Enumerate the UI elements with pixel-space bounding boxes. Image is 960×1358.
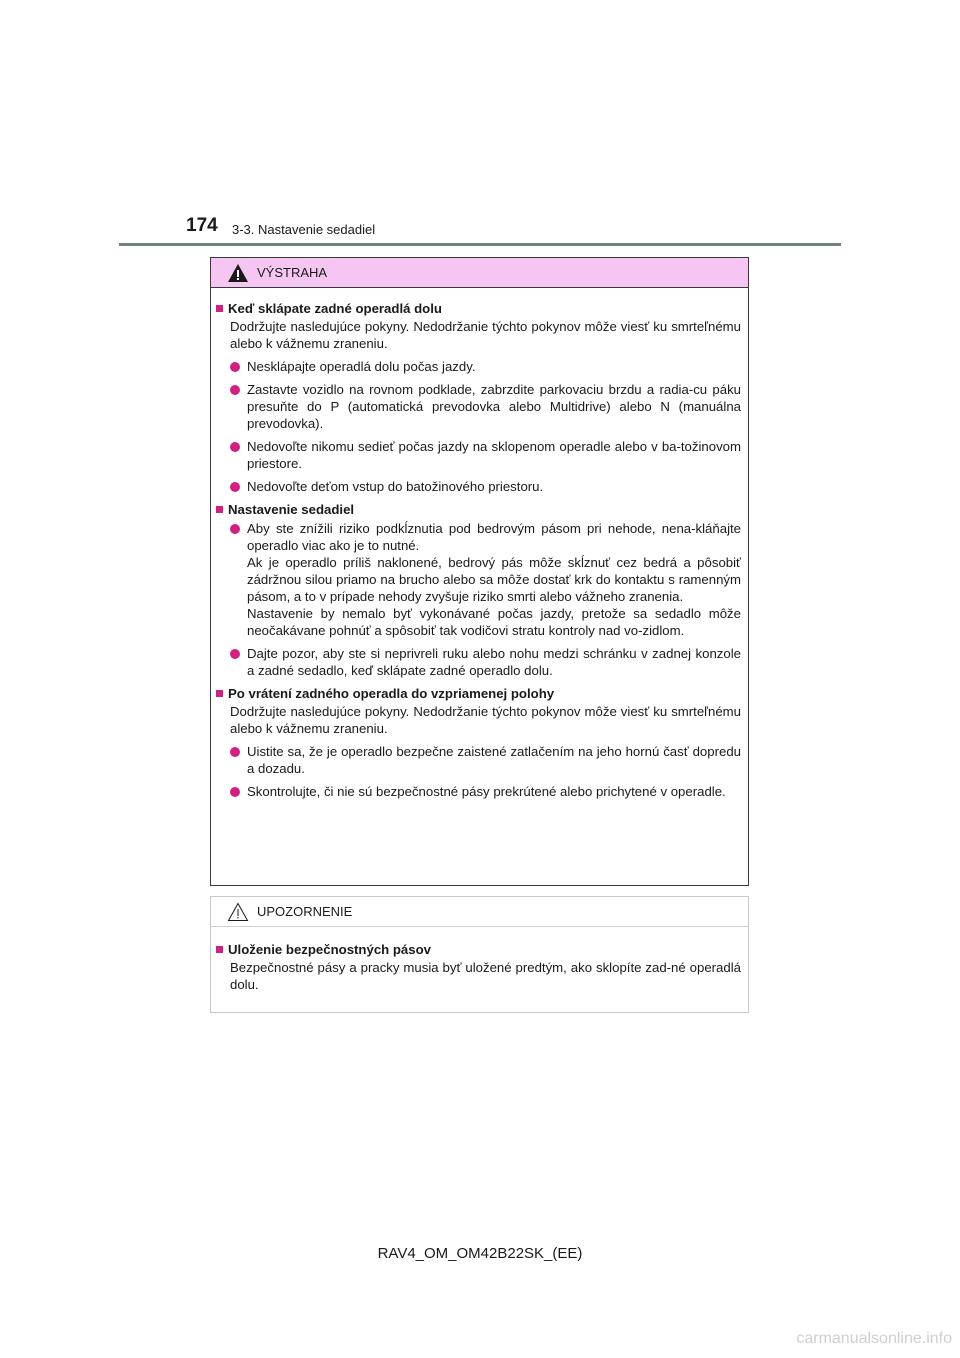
caution-box-header <box>211 897 748 927</box>
bullet-item: Zastavte vozidlo na rovnom podklade, zabrzdite parkovaciu brzdu a radia-cu páku presuňte do P (automatická prevodovka alebo Multidrive) alebo N (manuálna prevodovka). <box>216 381 741 432</box>
warning-box-body <box>211 288 748 800</box>
bullet-dot <box>230 482 240 492</box>
page-number: 174 <box>186 215 218 236</box>
watermark: carmanualsonline.info <box>796 1330 952 1347</box>
section-square-marker <box>216 506 223 513</box>
bullet-item: Dajte pozor, aby ste si neprivreli ruku alebo nohu medzi schránku v zadnej konzole a zadné sedadlo, keď sklápate zadné operadlo dolu. <box>216 645 741 679</box>
header-divider <box>119 243 841 246</box>
warning-box-title: VÝSTRAHA <box>257 265 328 280</box>
bullet-item: Nedovoľte nikomu sedieť počas jazdy na sklopenom operadle alebo v ba-tožinovom priestore. <box>216 438 741 472</box>
bullet-dot <box>230 787 240 797</box>
warning-box <box>210 257 749 886</box>
caution-paragraph: Bezpečnostné pásy a pracky musia byť uložené predtým, ako sklopíte zad-né operadlá dolu. <box>230 960 741 992</box>
bullet-item: Skontrolujte, či nie sú bezpečnostné pásy prekrútené alebo prichytené v operadle. <box>216 783 741 800</box>
bullet-dot <box>230 385 240 395</box>
warning-section-title: Nastavenie sedadiel <box>216 501 741 518</box>
section-square-marker <box>216 305 223 312</box>
warning-section-paragraph: Dodržujte nasledujúce pokyny. Nedodržanie týchto pokynov môže viesť ku smrteľnému alebo k vážnemu zraneniu. <box>230 319 741 351</box>
section-square-marker <box>216 946 223 953</box>
bullet-dot <box>230 442 240 452</box>
caution-triangle-icon <box>227 902 249 922</box>
bullet-dot <box>230 747 240 757</box>
bullet-item: Uistite sa, že je operadlo bezpečne zaistené zatlačením na jeho hornú časť dopredu a dozadu. <box>216 743 741 777</box>
caution-box-body <box>211 927 748 993</box>
warning-triangle-icon <box>227 263 249 283</box>
caution-box-title: UPOZORNENIE <box>257 904 353 919</box>
section-title: 3-3. Nastavenie sedadiel <box>232 222 376 237</box>
caution-section-title: Uloženie bezpečnostných pásov <box>216 941 741 958</box>
caution-box <box>210 896 749 1013</box>
warning-section-title: Po vrátení zadného operadla do vzpriamenej polohy <box>216 685 741 702</box>
warning-box-header <box>211 258 748 288</box>
bullet-dot <box>230 649 240 659</box>
bullet-item: Nedovoľte deťom vstup do batožinového priestoru. <box>216 478 741 495</box>
bullet-dot <box>230 524 240 534</box>
bullet-item: Nesklápajte operadlá dolu počas jazdy. <box>216 358 741 375</box>
document-code: RAV4_OM_OM42B22SK_(EE) <box>377 1245 583 1262</box>
bullet-item: Aby ste znížili riziko podkĺznutia pod bedrovým pásom pri nehode, nena-kláňajte operadlo viac ako je to nutné. Ak je operadlo príliš naklonené, bedrový pás môže skĺznuť cez bedrá a pôsobiť zádržnou silou priamo na brucho alebo sa môže dostať krk do kontaktu s ramenným pásom, a to v prípade nehody zvyšuje riziko smrti alebo vážneho zranenia. Nastavenie by nemalo byť vykonávané počas jazdy, pretože sa sedadlo môže neočakávane pohnúť a spôsobiť tak vodičovi stratu kontroly nad vo-zidlom. <box>216 520 741 639</box>
warning-section-paragraph: Dodržujte nasledujúce pokyny. Nedodržanie týchto pokynov môže viesť ku smrteľnému alebo k vážnemu zraneniu. <box>230 704 741 736</box>
section-square-marker <box>216 690 223 697</box>
bullet-dot <box>230 362 240 372</box>
warning-section-title: Keď sklápate zadné operadlá dolu <box>216 300 741 317</box>
